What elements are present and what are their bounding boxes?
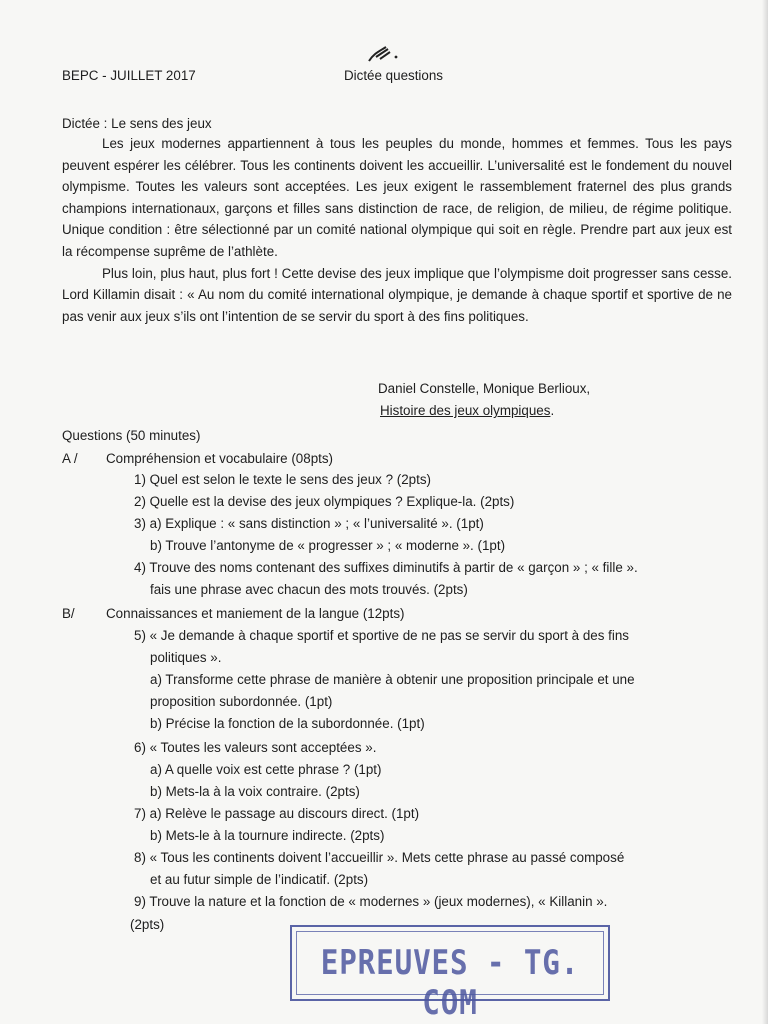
question-item: 6) « Toutes les valeurs sont acceptées ».: [134, 740, 377, 755]
question-item: 7) a) Relève le passage au discours direct. (1pt): [134, 806, 420, 821]
source-reference: [380, 403, 554, 418]
handwritten-mark-icon: [366, 43, 400, 65]
question-item: politiques ».: [150, 650, 222, 665]
exam-header: BEPC - JUILLET 2017: [62, 68, 196, 83]
question-item: proposition subordonnée. (1pt): [150, 694, 333, 709]
question-item: a) A quelle voix est cette phrase ? (1pt): [150, 762, 382, 777]
source-period: .: [550, 403, 555, 418]
dictation-paragraph: Plus loin, plus haut, plus fort ! Cette devise des jeux implique que l’olympisme doit progresser sans cesse. Lord Killamin disait : « Au nom du comité international olympique, je demande à chaque sportif et sportive de ne pas venir aux jeux s’ils ont l’intention de se servir du sport à des fins politiques.: [62, 265, 732, 324]
scan-edge: [762, 0, 768, 1024]
question-item: 3) a) Explique : « sans distinction » ; « l’universalité ». (1pt): [134, 516, 484, 531]
question-item: 2) Quelle est la devise des jeux olympiques ? Explique-la. (2pts): [134, 494, 515, 509]
question-item: b) Mets-le à la tournure indirecte. (2pts): [150, 828, 385, 843]
question-item: 4) Trouve des noms contenant des suffixes diminutifs à partir de « garçon » ; « fille ».: [134, 560, 638, 575]
question-item: (2pts): [130, 917, 165, 932]
question-item: fais une phrase avec chacun des mots trouvés. (2pts): [150, 582, 468, 597]
section-title: Connaissances et maniement de la langue (12pts): [106, 606, 405, 621]
section-label: B/: [62, 606, 75, 621]
dictation-paragraph: Les jeux modernes appartiennent à tous les peuples du monde, hommes et femmes. Tous les pays peuvent espérer les célébrer. Tous les continents doivent les accueillir. L’universalité est le fondement du nouvel olympisme. Toutes les valeurs sont acceptées. Les jeux exigent le rassemblement fraternel des plus grands champions internationaux, garçons et filles sans distinction de race, de religion, de milieu, de régime politique. Unique condition : être sélectionné par un comité national olympique qui soit en règle. Prendre part aux jeux est la récompense suprême de l’athlète.: [62, 136, 732, 259]
watermark-stamp: [290, 925, 610, 1023]
stamp-text: EPREUVES - TG. COM: [320, 943, 580, 1023]
question-item: 1) Quel est selon le texte le sens des jeux ? (2pts): [134, 472, 431, 487]
question-item: 5) « Je demande à chaque sportif et sportive de ne pas se servir du sport à des fins: [134, 628, 629, 643]
question-item: 9) Trouve la nature et la fonction de « modernes » (jeux modernes), « Killanin ».: [134, 894, 608, 909]
question-item: b) Mets-la à la voix contraire. (2pts): [150, 784, 360, 799]
dictation-text: [62, 133, 732, 327]
section-title: Compréhension et vocabulaire (08pts): [106, 451, 334, 466]
question-item: b) Précise la fonction de la subordonnée. (1pt): [150, 716, 425, 731]
source-authors: Daniel Constelle, Monique Berlioux,: [378, 381, 591, 396]
question-item: et au futur simple de l’indicatif. (2pts): [150, 872, 369, 887]
document-subject: Dictée questions: [344, 68, 443, 83]
dictation-title: Dictée : Le sens des jeux: [62, 116, 212, 131]
section-label: A /: [62, 451, 78, 466]
source-title: Histoire des jeux olympiques: [380, 403, 551, 418]
question-item: a) Transforme cette phrase de manière à obtenir une proposition principale et une: [150, 672, 635, 687]
questions-heading: Questions (50 minutes): [62, 428, 201, 443]
question-item: b) Trouve l’antonyme de « progresser » ; « moderne ». (1pt): [150, 538, 506, 553]
question-item: 8) « Tous les continents doivent l’accueillir ». Mets cette phrase au passé composé: [134, 850, 625, 865]
